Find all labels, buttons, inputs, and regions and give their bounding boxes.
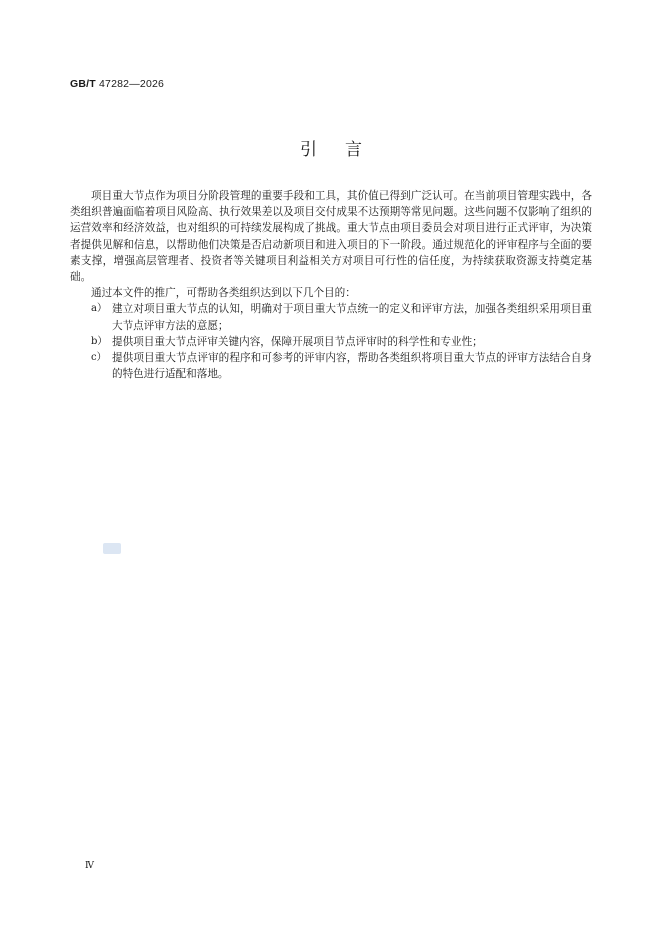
list-item-text: 提供项目重大节点评审关键内容，保障开展项目节点评审时的科学性和专业性； bbox=[112, 335, 483, 348]
list-item-text: 建立对项目重大节点的认知，明确对于项目重大节点统一的定义和评审方法，加强各类组织采用项目重大节点评审方法的意愿； bbox=[112, 303, 592, 332]
purpose-list bbox=[70, 301, 592, 382]
intro-paragraph: 项目重大节点作为项目分阶段管理的重要手段和工具，其价值已得到广泛认可。在当前项目管理实践中，各类组织普遍面临着项目风险高、执行效果差以及项目交付成果不达预期等常见问题。这些问题不仅影响了组织的运营效率和经济效益，也对组织的可持续发展构成了挑战。重大节点由项目委员会对项目进行正式评审，为决策者提供见解和信息，以帮助他们决策是否启动新项目和进入项目的下一阶段。通过规范化的评审程序与全面的要素支撑，增强高层管理者、投资者等关键项目利益相关方对项目可行性的信任度，为持续获取资源支持奠定基础。 bbox=[70, 190, 592, 284]
watermark-mark bbox=[103, 543, 121, 554]
list-marker: a） bbox=[91, 303, 107, 315]
list-item bbox=[70, 301, 592, 333]
body-text bbox=[70, 188, 592, 382]
standard-prefix: GB/T bbox=[70, 78, 96, 90]
list-item bbox=[70, 350, 592, 382]
standard-number: 47282—2026 bbox=[99, 78, 165, 90]
list-item bbox=[70, 334, 592, 350]
list-item-text: 提供项目重大节点评审的程序和可参考的评审内容，帮助各类组织将项目重大节点的评审方法结合自身的特色进行适配和落地。 bbox=[112, 352, 592, 381]
standard-code bbox=[70, 78, 164, 90]
section-title: 引言 bbox=[300, 140, 390, 160]
page-number: Ⅳ bbox=[85, 861, 94, 871]
list-marker: b） bbox=[91, 335, 108, 347]
list-marker: c） bbox=[91, 352, 107, 364]
purpose-lead-paragraph: 通过本文件的推广，可帮助各类组织达到以下几个目的： bbox=[91, 287, 356, 300]
